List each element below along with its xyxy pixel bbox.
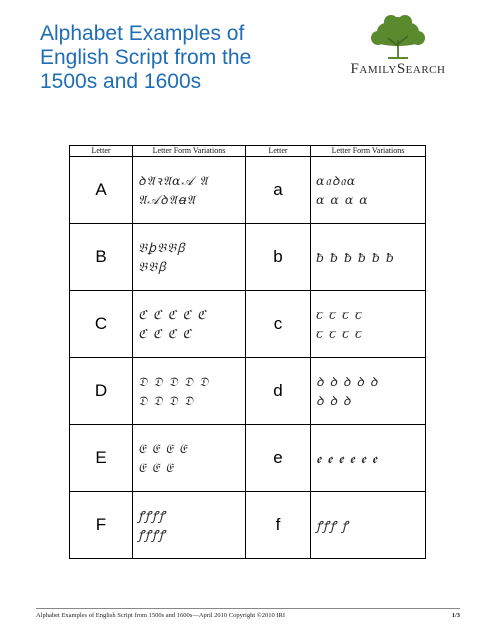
letter-cell: F	[70, 492, 133, 559]
footer-text: Alphabet Examples of English Script from 1500s and 1600s—April 2010 Copyright ©2010 IRI	[36, 612, 286, 619]
script-sample: ꬲ ꬲ ꬲ ꬲ ꬲ ꬲ	[316, 450, 378, 466]
letter-forms-cell	[133, 358, 246, 425]
letter-cell: b	[246, 224, 311, 291]
script-sample: ꝺ ꝺ ꝺ ꝺ ꝺ	[316, 374, 379, 389]
title-line-3: 1500s and 1600s	[40, 70, 202, 93]
script-sample: 𝔇 𝔇 𝔇 𝔇 𝔇	[138, 374, 210, 389]
script-sample: 𝔅ꝧ𝔅𝔅ꞵ	[138, 240, 186, 255]
script-sample: ꝺ ꝺ ꝺ	[316, 393, 352, 408]
familysearch-logo	[333, 14, 463, 84]
script-sample: ꞇ ꞇ ꞇ ꞇ	[316, 326, 363, 341]
script-sample: ℭ ℭ ℭ ℭ	[138, 326, 193, 341]
script-sample: ꝭꝭꝭ ꝭ	[316, 517, 349, 533]
letter-cell: a	[246, 157, 311, 224]
script-sample: 𝔈 𝔈 𝔈 𝔈	[138, 441, 188, 456]
letter-cell: c	[246, 291, 311, 358]
letter-cell: f	[246, 492, 311, 559]
page-footer	[36, 612, 460, 619]
title-line-1: Alphabet Examples of	[40, 22, 245, 45]
letter-cell: E	[70, 425, 133, 492]
letter-forms-cell	[133, 492, 246, 559]
script-sample: 𝔇 𝔇 𝔇 𝔇	[138, 393, 195, 408]
letter-cell: e	[246, 425, 311, 492]
script-sample: ℭ ℭ ℭ ℭ ℭ	[138, 307, 207, 322]
table-header-row	[70, 146, 426, 157]
footer-divider	[36, 608, 460, 609]
script-sample: ƀ ƀ ƀ ƀ ƀ ƀ	[316, 249, 395, 265]
letter-cell: D	[70, 358, 133, 425]
letter-cell: B	[70, 224, 133, 291]
letter-forms-cell	[311, 291, 426, 358]
page-number: 1/3	[451, 612, 460, 619]
letter-forms-cell	[133, 291, 246, 358]
letter-forms-cell	[311, 492, 426, 559]
script-sample: 𝔈 𝔈 𝔈	[138, 460, 174, 475]
tree-icon	[358, 14, 438, 60]
script-sample: ɑ ɑ ɑ ɑ	[316, 192, 369, 207]
page-title	[40, 22, 280, 94]
letter-forms-cell	[311, 358, 426, 425]
table-row	[70, 157, 426, 224]
table-row	[70, 425, 426, 492]
letter-forms-cell	[133, 425, 246, 492]
script-sample: 𝔅𝔅ꞵ	[138, 259, 167, 274]
letter-forms-cell	[311, 425, 426, 492]
letter-forms-cell	[133, 157, 246, 224]
script-sample: ꝭꝭꝭꝭ	[138, 508, 166, 523]
letter-cell: C	[70, 291, 133, 358]
header-variations: Letter Form Variations	[133, 146, 246, 157]
table-row	[70, 358, 426, 425]
script-sample: ꞇ ꞇ ꞇ ꞇ	[316, 307, 363, 322]
script-sample: ɑ𝔞ꝺ𝔞ɑ	[316, 173, 357, 188]
logo-wordmark: FamilySearch	[350, 61, 446, 77]
script-sample: 𝔄𝒜ꝺ𝔄ꬰ𝔄	[138, 192, 196, 207]
title-line-2: English Script from the	[40, 46, 252, 69]
table-row	[70, 492, 426, 559]
table-row	[70, 224, 426, 291]
letter-cell: d	[246, 358, 311, 425]
letter-forms-cell	[311, 157, 426, 224]
table-row	[70, 291, 426, 358]
letter-forms-cell	[133, 224, 246, 291]
script-sample: ꝭꝭꝭꝭ	[138, 527, 166, 542]
letter-cell: A	[70, 157, 133, 224]
letter-forms-cell	[311, 224, 426, 291]
alphabet-table	[69, 145, 426, 559]
header-variations: Letter Form Variations	[311, 146, 426, 157]
header-letter: Letter	[246, 146, 311, 157]
header-letter: Letter	[70, 146, 133, 157]
script-sample: ꝺ𝔄ꝛ𝔄ɑ𝒜 𝔄	[138, 173, 209, 188]
